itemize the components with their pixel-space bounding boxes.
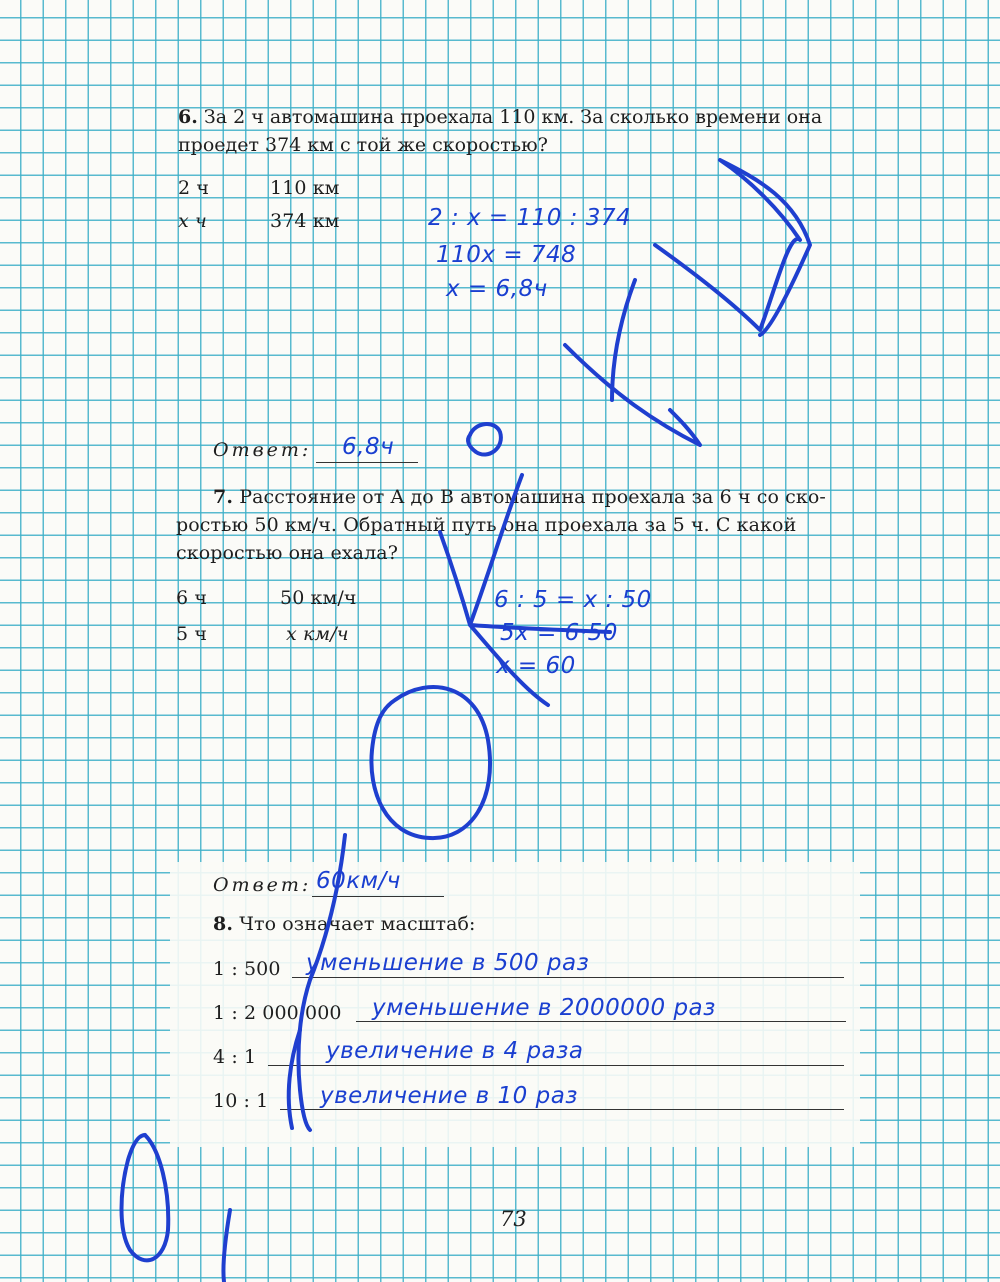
- task6-work-line1: 2 : x = 110 : 374: [428, 205, 632, 231]
- task7-row2-right: x км/ч: [286, 623, 349, 645]
- task8-answer-line-2: [356, 1021, 846, 1022]
- task8-question: Что означает масштаб:: [239, 913, 476, 935]
- task7-answer-label: Ответ:: [213, 874, 312, 896]
- task6-row1-right: 110 км: [270, 177, 340, 199]
- task8-answer-2: уменьшение в 2000000 раз: [372, 995, 716, 1021]
- task8-scale-2: 1 : 2 000 000: [213, 1002, 342, 1024]
- task6-answer-label: Ответ:: [213, 439, 312, 461]
- task7-answer-value: 60км/ч: [316, 868, 401, 894]
- task8-answer-3: увеличение в 4 раза: [326, 1038, 584, 1064]
- task6-answer-value: 6,8ч: [342, 434, 395, 460]
- task6-work-line3: x = 6,8ч: [446, 276, 548, 302]
- task7-row1-right: 50 км/ч: [280, 587, 357, 609]
- task7-work-line1: 6 : 5 = x : 50: [494, 587, 652, 613]
- task8-answer-4: увеличение в 10 раз: [320, 1083, 579, 1109]
- task7-text-line3: скоростью она ехала?: [176, 542, 398, 564]
- task8-statement: [213, 910, 476, 938]
- task8-answer-line-1: [292, 977, 844, 978]
- task8-answer-line-4: [280, 1109, 844, 1110]
- task6-row2-left: x ч: [178, 210, 207, 232]
- task6-statement: [178, 103, 878, 159]
- task6-text: За 2 ч автомашина проехала 110 км. За сколько времени она проедет 374 км с той же скоростью?: [178, 106, 823, 156]
- task8-scale-3: 4 : 1: [213, 1046, 257, 1068]
- task7-answer-line: [312, 896, 444, 897]
- task7-text-line2: ростью 50 км/ч. Обратный путь она проехала за 5 ч. С какой: [176, 514, 797, 536]
- task8-scale-1: 1 : 500: [213, 958, 281, 980]
- task8-answer-1: уменьшение в 500 раз: [306, 950, 590, 976]
- task8-answer-line-3: [268, 1065, 844, 1066]
- task7-work-line3: x = 60: [496, 653, 576, 679]
- task7-row1-left: 6 ч: [176, 587, 207, 609]
- task7-text-line1: Расстояние от A до B автомашина проехала за 6 ч со ско-: [239, 486, 826, 508]
- task7-number: 7.: [213, 486, 234, 508]
- page-number: 73: [500, 1207, 527, 1231]
- task7-row2-left: 5 ч: [176, 623, 207, 645]
- task6-answer-line: [316, 462, 418, 463]
- task8-scale-4: 10 : 1: [213, 1090, 269, 1112]
- task6-work-line2: 110x = 748: [436, 242, 577, 268]
- task6-row1-left: 2 ч: [178, 177, 209, 199]
- task7-line1: [213, 483, 826, 511]
- task6-row2-right: 374 км: [270, 210, 340, 232]
- task6-number: 6.: [178, 106, 198, 128]
- task8-number: 8.: [213, 913, 234, 935]
- task7-work-line2: 5x = 6·50: [500, 620, 618, 646]
